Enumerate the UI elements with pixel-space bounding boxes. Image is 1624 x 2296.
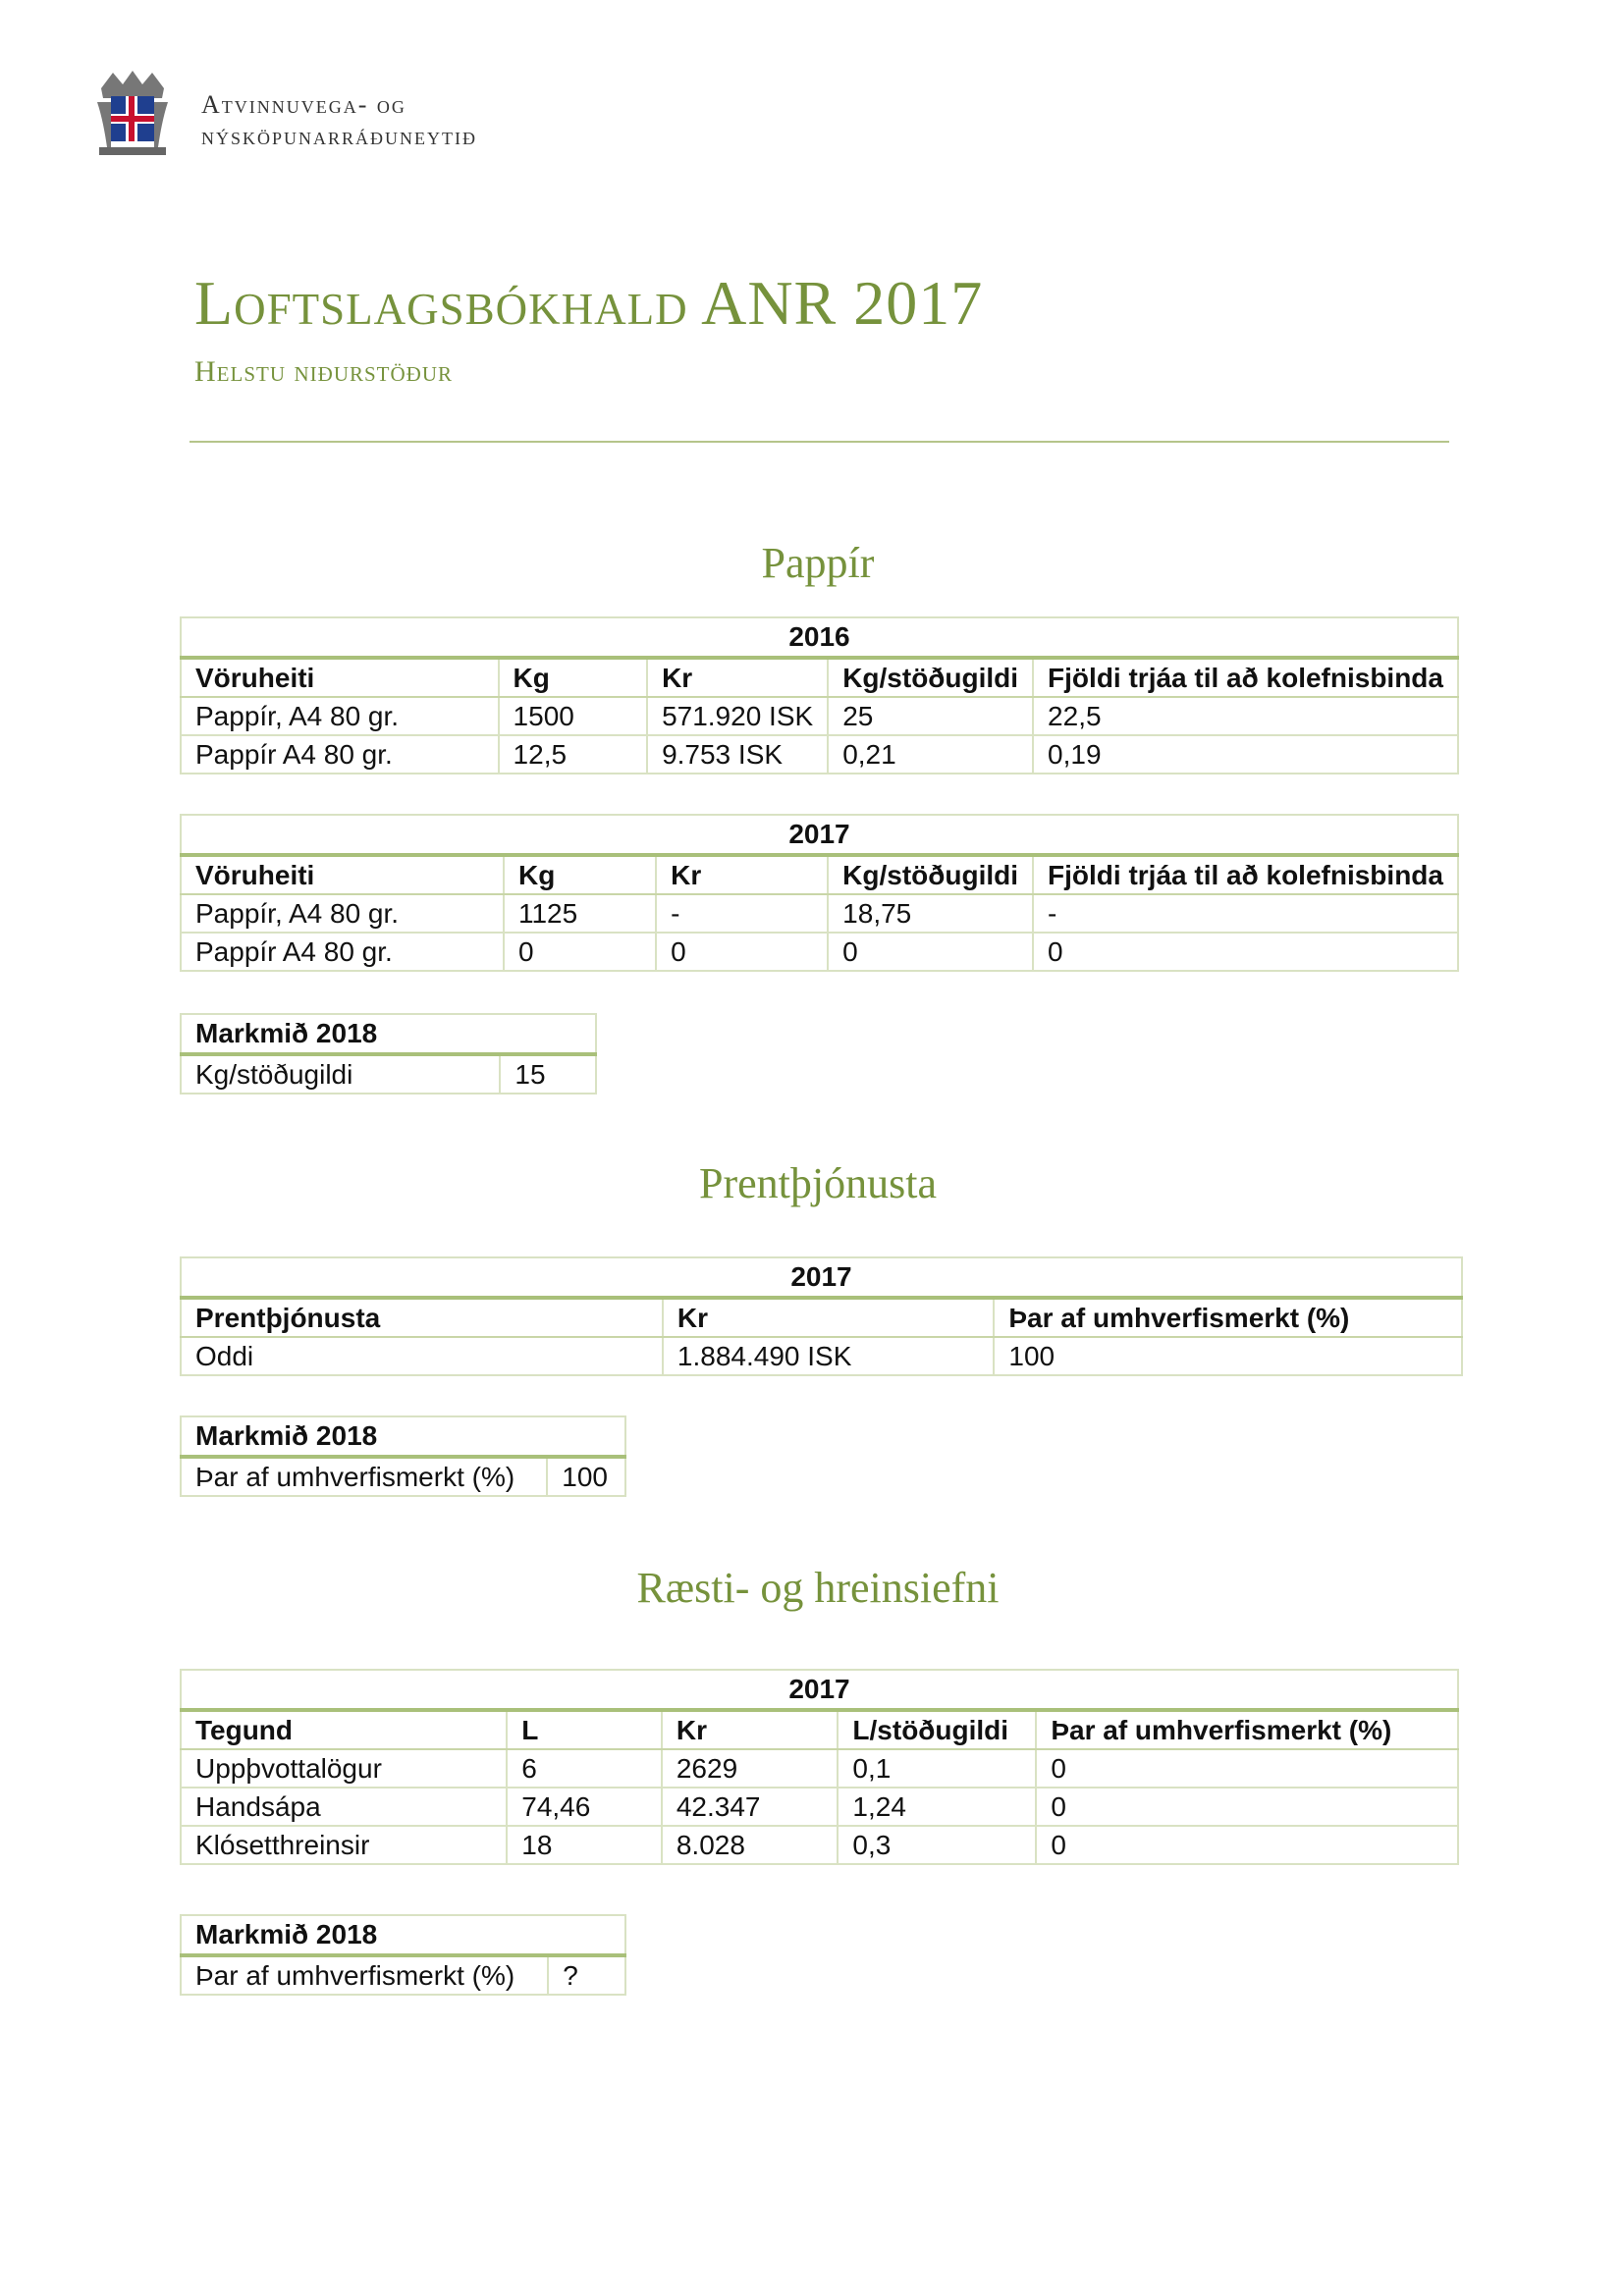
title-rest: ANR 2017 [687, 268, 984, 338]
table-cell: 8.028 [662, 1826, 839, 1864]
table-cell: Oddi [181, 1337, 663, 1375]
section-heading-prentthjonusta: Prentþjónusta [699, 1159, 937, 1207]
prent-table-2017 [180, 1256, 1463, 1376]
table-row [181, 1054, 596, 1094]
column-header: Kr [662, 1710, 839, 1749]
table-cell: 12,5 [499, 735, 648, 774]
ministry-name-line1: Atvinnuvega- og [201, 90, 406, 119]
raesti-goal-table [180, 1914, 626, 1996]
column-header: Kg/stöðugildi [828, 855, 1033, 894]
table-cell: 1125 [504, 894, 656, 933]
goal-label: Þar af umhverfismerkt (%) [181, 1457, 547, 1496]
pappir-table-2017 [180, 814, 1459, 972]
table-row [181, 933, 1458, 971]
column-header: Kg/stöðugildi [828, 658, 1033, 697]
column-header: Prentþjónusta [181, 1298, 663, 1337]
column-header: Fjöldi trjáa til að kolefnisbinda [1033, 658, 1458, 697]
table-row [181, 1457, 625, 1496]
table-cell: Pappír A4 80 gr. [181, 933, 504, 971]
raesti-table-2017 [180, 1669, 1459, 1865]
table-cell: 22,5 [1033, 697, 1458, 735]
goal-label: Þar af umhverfismerkt (%) [181, 1955, 548, 1995]
table-cell: 74,46 [507, 1788, 662, 1826]
table-cell: 0 [828, 933, 1033, 971]
coat-of-arms-logo [93, 69, 172, 159]
goal-value: ? [548, 1955, 625, 1995]
table-cell: 0,3 [838, 1826, 1036, 1864]
table-cell: 18 [507, 1826, 662, 1864]
goal-value: 100 [547, 1457, 625, 1496]
table-cell: 0 [1036, 1826, 1458, 1864]
table-year: 2017 [181, 815, 1458, 855]
table-cell: 0,1 [838, 1749, 1036, 1788]
table-cell: 571.920 ISK [647, 697, 828, 735]
table-cell: Pappír, A4 80 gr. [181, 894, 504, 933]
column-header: Vöruheiti [181, 658, 499, 697]
column-header: Kg [499, 658, 648, 697]
table-row [181, 1788, 1458, 1826]
column-header: Kr [663, 1298, 994, 1337]
table-cell: 25 [828, 697, 1033, 735]
document-title [194, 267, 983, 340]
table-row [181, 1337, 1462, 1375]
table-cell: 0 [656, 933, 828, 971]
table-cell: 0,19 [1033, 735, 1458, 774]
column-header: Tegund [181, 1710, 507, 1749]
column-header: L/stöðugildi [838, 1710, 1036, 1749]
column-header: Þar af umhverfismerkt (%) [1036, 1710, 1458, 1749]
column-header: Kr [647, 658, 828, 697]
goal-label: Kg/stöðugildi [181, 1054, 500, 1094]
title-divider [189, 441, 1449, 443]
table-row [181, 1749, 1458, 1788]
table-cell: 0 [1036, 1788, 1458, 1826]
table-row [181, 1955, 625, 1995]
pappir-goal-table [180, 1013, 597, 1095]
table-cell: 100 [994, 1337, 1462, 1375]
table-cell: 2629 [662, 1749, 839, 1788]
section-heading-pappir: Pappír [761, 539, 875, 587]
table-cell: Pappír A4 80 gr. [181, 735, 499, 774]
table-cell: Handsápa [181, 1788, 507, 1826]
table-cell: 1500 [499, 697, 648, 735]
table-row [181, 697, 1458, 735]
table-cell: - [656, 894, 828, 933]
table-year: 2017 [181, 1257, 1462, 1298]
table-cell: 9.753 ISK [647, 735, 828, 774]
pappir-table-2016 [180, 616, 1459, 774]
table-year: 2016 [181, 617, 1458, 658]
title-main: Loftslagsbókhald [194, 268, 688, 338]
goal-title: Markmið 2018 [181, 1915, 625, 1955]
column-header: L [507, 1710, 662, 1749]
table-cell: 6 [507, 1749, 662, 1788]
table-row [181, 1826, 1458, 1864]
table-cell: 1.884.490 ISK [663, 1337, 994, 1375]
table-cell: 0 [504, 933, 656, 971]
table-cell: 0 [1033, 933, 1458, 971]
table-year: 2017 [181, 1670, 1458, 1710]
table-cell: Klósetthreinsir [181, 1826, 507, 1864]
table-cell: 0 [1036, 1749, 1458, 1788]
column-header: Fjöldi trjáa til að kolefnisbinda [1033, 855, 1458, 894]
prent-goal-table [180, 1415, 626, 1497]
table-cell: Pappír, A4 80 gr. [181, 697, 499, 735]
table-cell: 18,75 [828, 894, 1033, 933]
document-subtitle: Helstu niðurstöður [194, 355, 453, 388]
goal-value: 15 [500, 1054, 596, 1094]
column-header: Vöruheiti [181, 855, 504, 894]
table-cell: 1,24 [838, 1788, 1036, 1826]
column-header: Kr [656, 855, 828, 894]
column-header: Kg [504, 855, 656, 894]
ministry-name-line2: nýsköpunarráðuneytið [201, 122, 478, 150]
table-cell: 42.347 [662, 1788, 839, 1826]
goal-title: Markmið 2018 [181, 1416, 625, 1457]
table-cell: 0,21 [828, 735, 1033, 774]
table-cell: Uppþvottalögur [181, 1749, 507, 1788]
table-cell: - [1033, 894, 1458, 933]
table-row [181, 894, 1458, 933]
column-header: Þar af umhverfismerkt (%) [994, 1298, 1462, 1337]
section-heading-raesti: Ræsti- og hreinsiefni [636, 1564, 1000, 1612]
goal-title: Markmið 2018 [181, 1014, 596, 1054]
table-row [181, 735, 1458, 774]
